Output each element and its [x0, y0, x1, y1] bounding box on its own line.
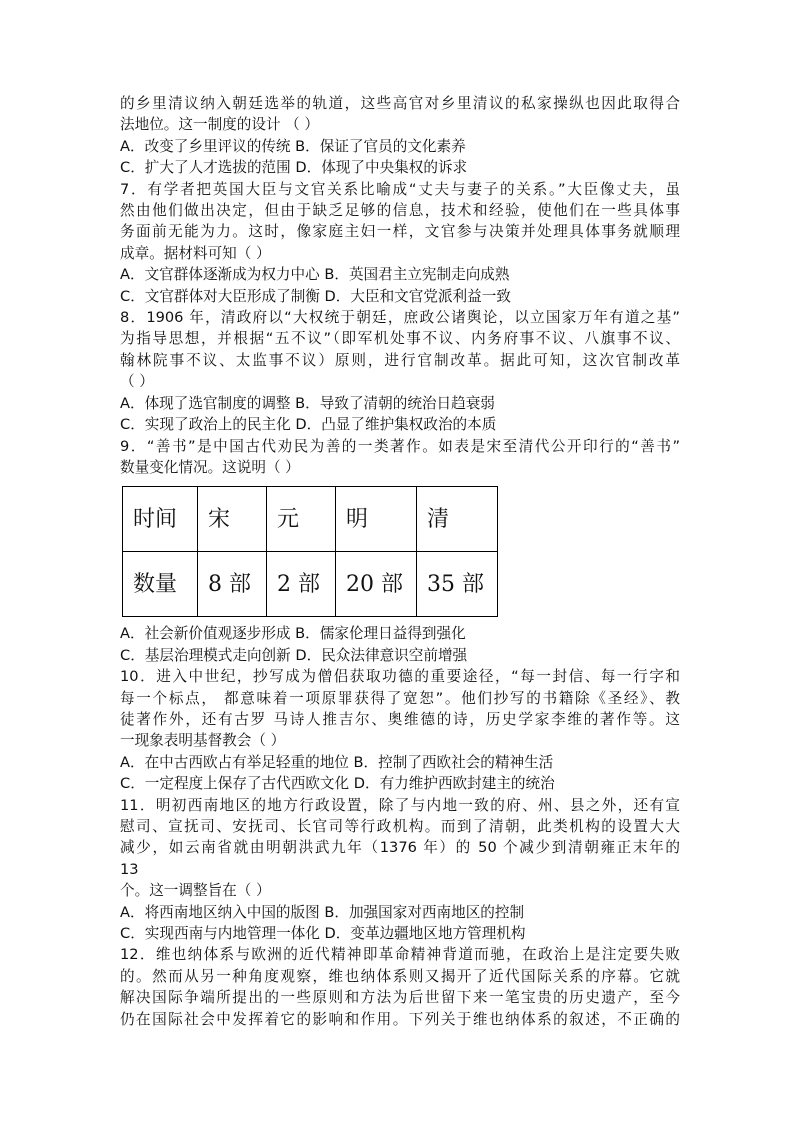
- text-line: 一现象表明基督教会（ ）: [120, 732, 286, 750]
- text-line: 务面前无能为力。这时，像家庭主妇一样，文官参与决策并处理具体事务就顺理: [120, 223, 680, 241]
- question-8: [120, 307, 680, 435]
- question-10: [120, 666, 680, 794]
- table-cell: 宋: [198, 487, 267, 552]
- option-line: A．在中古西欧占有举足轻重的地位 B．控制了西欧社会的精神生活: [120, 753, 554, 771]
- text-line: 法地位。这一制度的设计 （ ）: [120, 116, 319, 134]
- text-line: 徒著作外，还有古罗 马诗人推吉尔、奥维德的诗，历史学家李维的著作等。这: [120, 710, 680, 728]
- text-line: 为指导思想，并根据“五不议”（即军机处事不议、内务府事不议、八旗事不议、: [120, 330, 680, 348]
- text-line: 解决国际争端所提出的一些原则和方法为后世留下来一笔宝贵的历史遗产，至今: [120, 989, 680, 1007]
- table-cell: 时间: [123, 487, 198, 552]
- question-7: [120, 179, 680, 307]
- option-line: A．体现了选官制度的调整 B．导致了清朝的统治日趋衰弱: [120, 394, 495, 412]
- question-9: [120, 436, 680, 667]
- text-line: 7．有学者把英国大臣与文官关系比喻成“丈夫与妻子的关系。”大臣像丈夫，虽: [120, 180, 680, 198]
- option-line: C．实现西南与内地管理一体化 D．变革边疆地区地方管理机构: [120, 925, 526, 942]
- text-line: 个。这一调整旨在（ ）: [120, 882, 271, 900]
- text-line: 13: [120, 860, 139, 878]
- table-cell: 明: [336, 487, 417, 552]
- option-line: C．一定程度上保存了古代西欧文化 D．有力维护西欧封建主的统治: [120, 775, 555, 793]
- text-line: 每一个标点， 都意味着一项原罪获得了宽恕”。他们抄写的书籍除《圣经》、教: [120, 689, 680, 707]
- question-11: [120, 795, 680, 945]
- text-line: 10．进入中世纪，抄写成为僧侣获取功德的重要途径，“每一封信、每一行字和: [120, 668, 680, 686]
- text-line: 的。然而从另一种角度观察，维也纳体系则又揭开了近代国际关系的序幕。它就: [120, 967, 680, 985]
- text-line: 然由他们做出决定，但由于缺乏足够的信息，技术和经验，使他们在一些具体事: [120, 202, 680, 220]
- table-cell: 20 部: [336, 552, 417, 617]
- text-line: 11．明初西南地区的地方行政设置，除了与内地一致的府、州、县之外，还有宣: [120, 796, 680, 814]
- text-line: 仍在国际社会中发挥着它的影响和作用。下列关于维也纳体系的叙述，不正确的: [120, 1010, 680, 1028]
- table-cell: 35 部: [417, 552, 498, 617]
- text-line: 数量变化情况。这说明（ ）: [120, 458, 300, 476]
- text-line: （ ）: [120, 373, 154, 391]
- text-line: 慰司、宣抚司、安抚司、长官司等行政机构。而到了清朝，此类机构的设置大大: [120, 817, 680, 835]
- text-line: 12．维也纳体系与欧洲的近代精神即革命精神背道而驰，在政治上是注定要失败: [120, 946, 680, 964]
- shanshu-count-table: [122, 486, 498, 617]
- option-line: A．社会新价值观逐步形成 B．儒家伦理日益得到强化: [120, 625, 466, 643]
- option-line: A．文官群体逐渐成为权力中心 B．英国君主立宪制走向成熟: [120, 266, 510, 284]
- table-row-values: [123, 552, 498, 617]
- text-line: 翰林院事不议、太监事不议）原则，进行官制改革。据此可知，这次官制改革: [120, 351, 680, 369]
- question-text-body: [120, 93, 680, 1030]
- table-cell: 清: [417, 487, 498, 552]
- option-line: A．改变了乡里评议的传统 B．保证了官员的文化素养: [120, 137, 466, 155]
- table-cell: 数量: [123, 552, 198, 617]
- question-6-continuation: [120, 93, 680, 179]
- option-line: C．基层治理模式走向创新 D．民众法律意识空前增强: [120, 646, 468, 664]
- question-12: [120, 944, 680, 1030]
- table-cell: 元: [267, 487, 336, 552]
- table-cell: 2 部: [267, 552, 336, 617]
- text-line: 成章。据材料可知（ ）: [120, 244, 271, 262]
- option-line: C．文官群体对大臣形成了制衡 D．大臣和文官党派利益一致: [120, 287, 511, 305]
- table-cell: 8 部: [198, 552, 267, 617]
- text-line: 减少，如云南省就由明朝洪武九年（1376 年）的 50 个减少到清朝雍正末年的: [120, 839, 680, 857]
- option-line: C．实现了政治上的民主化 D．凸显了维护集权政治的本质: [120, 416, 497, 434]
- text-line: 9．“善书”是中国古代劝民为善的一类著作。如表是宋至清代公开印行的“善书”: [120, 437, 680, 455]
- text-line: 的乡里清议纳入朝廷选举的轨道，这些高官对乡里清议的私家操纵也因此取得合: [120, 95, 680, 112]
- option-line: A．将西南地区纳入中国的版图 B．加强国家对西南地区的控制: [120, 903, 525, 921]
- option-line: C．扩大了人才选拔的范围 D．体现了中央集权的诉求: [120, 159, 468, 177]
- text-line: 8．1906 年，清政府以“大权统于朝廷，庶政公诸舆论，以立国家万年有道之基”: [120, 309, 680, 327]
- table-row-header: [123, 487, 498, 552]
